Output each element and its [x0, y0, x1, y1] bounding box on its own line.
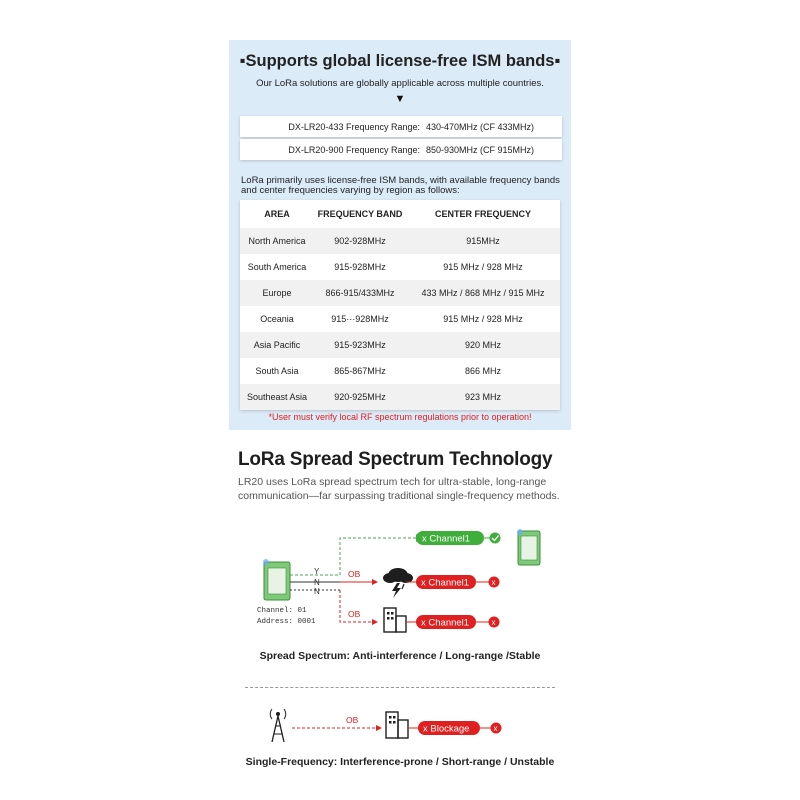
section-title: LoRa Spread Spectrum Technology [238, 449, 553, 470]
cell-area: South America [240, 254, 314, 280]
cell-area: South Asia [240, 358, 314, 384]
frequency-range-value: 850-930MHz (CF 915MHz) [426, 144, 535, 155]
svg-text:x: x [491, 578, 496, 587]
table-row [240, 384, 560, 410]
storm-cloud-icon [383, 568, 413, 598]
channel-blocked-label-2: x Channel1 [421, 617, 470, 629]
dashed-divider [245, 687, 555, 688]
table-row [240, 332, 560, 358]
cell-center-frequency: 915MHz [406, 228, 560, 254]
building-icon [386, 712, 408, 738]
radio-tower-icon [270, 709, 286, 742]
cell-center-frequency: 915 MHz / 928 MHz [406, 254, 560, 280]
ism-panel [229, 40, 571, 430]
table-row [240, 306, 560, 332]
cell-center-frequency: 923 MHz [406, 384, 560, 410]
cell-frequency-band: 902-928MHz [314, 228, 406, 254]
table-row [240, 228, 560, 254]
ism-intro: LoRa primarily uses license-free ISM bands, with available frequency bands and center frequencies varying by region as follows: [241, 175, 560, 196]
single-frequency-caption: Single-Frequency: Interference-prone / Short-range / Unstable [245, 756, 555, 768]
frequency-range-433 [240, 116, 562, 137]
cell-frequency-band: 865-867MHz [314, 358, 406, 384]
building-icon [384, 608, 406, 632]
single-ob-label: OB [346, 715, 359, 725]
blockage-label: x Blockage [423, 723, 470, 735]
cell-center-frequency: 433 MHz / 868 MHz / 915 MHz [406, 280, 560, 306]
device-channel: Channel: 01 [257, 607, 307, 615]
spread-spectrum-diagram [240, 520, 560, 640]
cell-center-frequency: 920 MHz [406, 332, 560, 358]
channel-blocked-label-1: x Channel1 [421, 577, 470, 589]
device-address: Address: 0001 [257, 618, 316, 626]
cell-frequency-band: 915⋯928MHz [314, 306, 406, 332]
cell-area: Asia Pacific [240, 332, 314, 358]
table-row [240, 280, 560, 306]
branch-n-2: N [314, 587, 320, 596]
cell-area: Southeast Asia [240, 384, 314, 410]
table-row [240, 358, 560, 384]
x-icon [491, 723, 502, 734]
header-frequency-band: FREQUENCY BAND [317, 209, 403, 219]
regulation-warning: *User must verify local RF spectrum regulations prior to operation! [268, 412, 532, 422]
frequency-range-value: 430-470MHz (CF 433MHz) [426, 121, 535, 132]
svg-text:x: x [491, 618, 496, 627]
check-icon [490, 533, 501, 544]
frequency-range-label: DX-LR20-433 Frequency Range: [288, 121, 420, 132]
cell-frequency-band: 920-925MHz [314, 384, 406, 410]
ism-title: ▪Supports global license-free ISM bands▪ [239, 52, 561, 70]
header-center-frequency: CENTER FREQUENCY [434, 209, 531, 219]
single-frequency-diagram [240, 700, 560, 750]
frequency-range-900 [240, 139, 562, 160]
cell-area: North America [240, 228, 314, 254]
header-area: AREA [264, 209, 290, 219]
ob-label-1: OB [348, 569, 361, 579]
channel-ok-label: x Channel1 [422, 533, 471, 545]
cell-frequency-band: 866-915/433MHz [314, 280, 406, 306]
receiver-module-icon [517, 529, 540, 565]
branch-y: Y [314, 567, 320, 576]
table-row [240, 254, 560, 280]
down-arrow-icon: ▼ [394, 93, 406, 105]
cell-area: Oceania [240, 306, 314, 332]
frequency-range-label: DX-LR20-900 Frequency Range: [288, 144, 420, 155]
section-description: LR20 uses LoRa spread spectrum tech for ultra-stable, long-range communication—far surpassing traditional single-frequency methods. [238, 476, 560, 502]
cell-center-frequency: 915 MHz / 928 MHz [406, 306, 560, 332]
cell-frequency-band: 915-923MHz [314, 332, 406, 358]
svg-text:x: x [493, 724, 498, 733]
transmitter-module-icon [263, 559, 290, 600]
x-icon [489, 577, 500, 588]
ism-subtitle: Our LoRa solutions are globally applicable across multiple countries. [256, 78, 544, 89]
ob-label-2: OB [348, 609, 361, 619]
cell-area: Europe [240, 280, 314, 306]
spread-spectrum-caption: Spread Spectrum: Anti-interference / Long-range /Stable [259, 650, 541, 662]
region-frequency-table [240, 200, 560, 410]
cell-center-frequency: 866 MHz [406, 358, 560, 384]
branch-n-1: N [314, 578, 320, 587]
x-icon [489, 617, 500, 628]
cell-frequency-band: 915-928MHz [314, 254, 406, 280]
table-header-row [240, 200, 560, 228]
